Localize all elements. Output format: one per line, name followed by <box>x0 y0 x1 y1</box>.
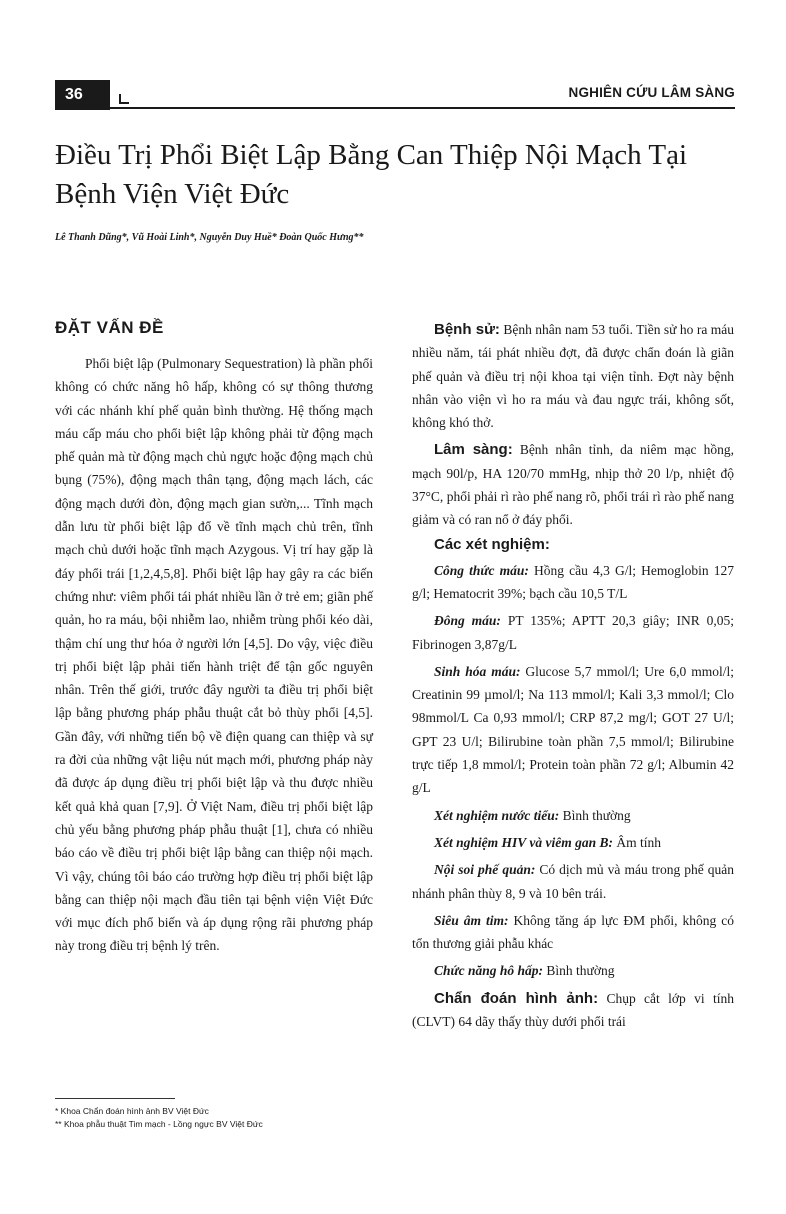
test-label: Đông máu: <box>434 613 501 629</box>
test-label: Sinh hóa máu: <box>434 663 521 679</box>
test-label: Xét nghiệm HIV và viêm gan B: <box>434 834 614 850</box>
test-text: Bình thường <box>543 963 615 979</box>
test-text: PT 135%; APTT 20,3 giây; INR 0,05; Fibrinogen 3,87g/L <box>412 613 734 652</box>
history-text: Bệnh nhân nam 53 tuổi. Tiền sử ho ra máu nhiều năm, tái phát nhiều đợt, đã được chẩn đoán là giãn phế quản và điều trị nội khoa tại viện tỉnh. Đợt này bệnh nhân vào viện vì ho ra máu và đau ngực trái, không sốt, không khó thở. <box>412 322 734 431</box>
page-number: 36 <box>55 80 110 110</box>
footnotes <box>55 1098 385 1131</box>
intro-paragraph: Phổi biệt lập (Pulmonary Sequestration) là phần phổi không có chức năng hô hấp, không có sự thông thương với các nhánh khí phế quản bình thường. Hệ thống mạch máu cấp máu cho phổi biệt lập không phải từ động mạch phế quản mà từ động mạch chủ ngực hoặc động mạch chủ bụng (75%), động mạch thân tạng, động mạch lách, các động mạch dưới đòn, động mạch gian sườn,... Tĩnh mạch dẫn lưu từ phổi biệt lập đổ về tĩnh mạch chủ trên, tĩnh mạch chủ dưới hoặc tĩnh mạch Azygous. Vị trí hay gặp là đáy phổi trái [1,2,4,5,8]. Phổi biệt lập hay gây ra các biến chứng như: viêm phổi tái phát nhiều lần ở trẻ em; giãn phế quản, ho ra máu, bội nhiễm lao, nhiễm trùng phổi kéo dài, thậm chí ung thư hóa ở người lớn [4,5]. Do vậy, việc điều trị phổi biệt lập phải tiến hành triệt để tận gốc nguyên nhân. Trên thế giới, trước đây người ta điều trị phổi biệt lập bằng phương pháp phẫu thuật cắt bỏ thùy phổi [4,5]. Gần đây, với những tiến bộ về điện quang can thiệp và sự ra đời của những vật liệu nút mạch mới, phương pháp này đã được áp dụng điều trị phổi biệt lập và thu được nhiều kết quả khả quan [7,9]. Ở Việt Nam, điều trị phổi biệt lập chủ yếu bằng phương pháp phẫu thuật [1], chưa có nhiều báo cáo về điều trị phổi biệt lập bằng can thiệp nội mạch. Vì vậy, chúng tôi báo cáo trường hợp điều trị phổi biệt lập bằng can thiệp nội mạch đầu tiên tại bệnh viện Việt Đức với mục đích phổ biến và áp dụng rộng rãi phương pháp này trong điều trị bệnh lý trên. <box>55 356 373 954</box>
test-label: Nội soi phế quản: <box>434 862 536 878</box>
left-column <box>55 318 373 958</box>
test-paragraph <box>412 959 734 982</box>
clinical-paragraph <box>412 438 734 531</box>
test-paragraph <box>412 831 734 854</box>
footnote-rule <box>55 1098 175 1099</box>
test-label: Xét nghiệm nước tiểu: <box>434 807 560 823</box>
test-text: Bình thường <box>559 807 631 823</box>
test-paragraph <box>412 660 734 800</box>
imaging-text: Chụp cắt lớp vi tính (CLVT) 64 dãy thấy thùy dưới phổi trái <box>412 990 734 1030</box>
running-header <box>55 80 735 110</box>
test-label: Chức năng hô hấp: <box>434 963 543 979</box>
test-label: Công thức máu: <box>434 562 529 578</box>
test-paragraph <box>412 909 734 956</box>
authors: Lê Thanh Dũng*, Vũ Hoài Linh*, Nguyễn Duy Huề* Đoàn Quốc Hưng** <box>55 232 364 243</box>
header-rule <box>110 107 735 109</box>
test-paragraph <box>412 858 734 905</box>
test-text: Glucose 5,7 mmol/l; Ure 6,0 mmol/l; Creatinin 99 µmol/l; Na 113 mmol/l; Kali 3,3 mmol/l; Clo 98mmol/L Ca 0,93 mmol/l; CRP 87,2 mg/l; GOT 27 U/l; GPT 23 U/l; Bilirubine toàn phần 7,5 mmol/l; Bilirubine trực tiếp 1,8 mmol/l; Protein toàn phần 72 g/l; Albumin 42 g/L <box>412 663 734 796</box>
test-text: Âm tính <box>613 834 662 850</box>
test-text: Hồng cầu 4,3 G/l; Hemoglobin 127 g/l; Hematocrit 39%; bạch cầu 10,5 T/L <box>412 562 735 601</box>
article-title: Điều Trị Phổi Biệt Lập Bằng Can Thiệp Nội Mạch Tại Bệnh Viện Việt Đức <box>55 139 688 210</box>
history-paragraph <box>412 318 734 434</box>
section-label: NGHIÊN CỨU LÂM SÀNG <box>568 85 735 100</box>
corner-mark-icon <box>117 90 131 104</box>
imaging-label: Chẩn đoán hình ảnh: <box>434 989 599 1007</box>
test-paragraph <box>412 609 734 656</box>
footnote-item: * Khoa Chẩn đoán hình ảnh BV Việt Đức <box>55 1106 209 1116</box>
history-label: Bệnh sử: <box>434 321 500 338</box>
clinical-label: Lâm sàng: <box>434 441 513 459</box>
test-paragraph <box>412 559 734 606</box>
right-column <box>412 318 734 1037</box>
footnote-item: ** Khoa phẫu thuật Tim mạch - Lồng ngực BV Việt Đức <box>55 1119 263 1129</box>
test-paragraph <box>412 804 734 827</box>
intro-heading: ĐẶT VẤN ĐỀ <box>55 318 164 337</box>
clinical-text: Bệnh nhân tỉnh, da niêm mạc hồng, mạch 90l/p, HA 120/70 mmHg, nhịp thở 20 l/p, nhiệt độ 37°C, phổi phải rì rào phế nang rõ, phổi trái rì rào phế nang giảm và có ran nổ ở đáy phổi. <box>412 442 735 528</box>
tests-heading: Các xét nghiệm: <box>434 535 550 553</box>
test-label: Siêu âm tim: <box>434 912 509 928</box>
test-text: Không tăng áp lực ĐM phổi, không có tổn thương giải phẫu khác <box>412 912 734 952</box>
test-text: Có dịch mủ và máu trong phế quản nhánh phân thùy 8, 9 và 10 bên trái. <box>412 862 734 901</box>
imaging-paragraph <box>412 987 734 1034</box>
